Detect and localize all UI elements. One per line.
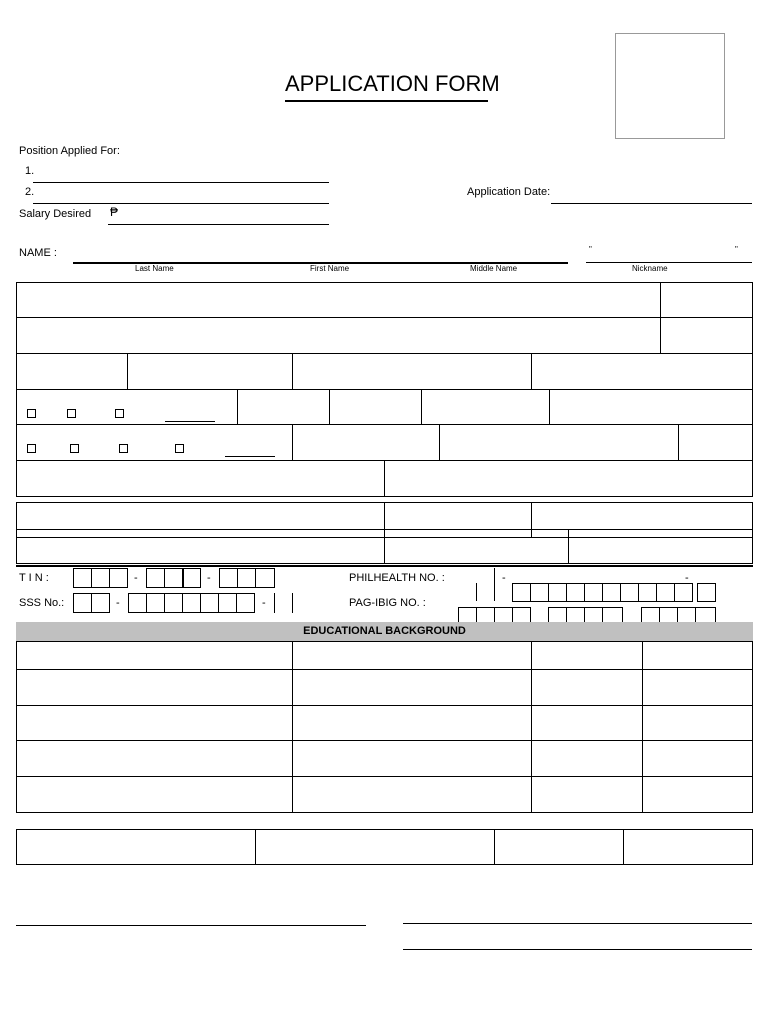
middle-name-caption: Middle Name: [470, 264, 518, 273]
sss-digit-divider[interactable]: [292, 593, 293, 613]
tin-label: T I N :: [19, 572, 49, 584]
grid-col-divider: [292, 641, 293, 813]
tin-digit-box[interactable]: [219, 568, 238, 588]
checkbox[interactable]: [175, 444, 184, 453]
tin-digit-box[interactable]: [109, 568, 128, 588]
grid-col-divider: [642, 641, 643, 813]
grid-divider: [16, 424, 753, 425]
grid-col-divider: [531, 502, 532, 537]
pagibig-digit-box[interactable]: [659, 607, 678, 622]
position-item-1-label: 1.: [25, 165, 35, 177]
philhealth-digit-box[interactable]: [584, 583, 603, 602]
name-label: NAME :: [19, 247, 57, 259]
grid-col-divider: [127, 353, 128, 389]
philhealth-digit-box[interactable]: [566, 583, 585, 602]
grid-col-divider: [439, 424, 440, 460]
sss-digit-box[interactable]: [218, 593, 237, 613]
pagibig-digit-box[interactable]: [458, 607, 477, 622]
position-item-2-label: 2.: [25, 186, 35, 198]
sss-digit-box[interactable]: [164, 593, 183, 613]
grid-col-divider: [292, 424, 293, 460]
application-date-label: Application Date:: [467, 186, 551, 198]
position-1-field[interactable]: [33, 182, 329, 183]
sss-digit-box[interactable]: [182, 593, 201, 613]
pagibig-digit-box[interactable]: [584, 607, 603, 622]
grid-col-divider: [568, 529, 569, 564]
sss-digit-box[interactable]: [146, 593, 165, 613]
grid-col-divider: [255, 829, 256, 865]
philhealth-digit-box[interactable]: [602, 583, 621, 602]
grid-col-divider: [531, 641, 532, 813]
pagibig-digit-box[interactable]: [494, 607, 513, 622]
tin-digit-box[interactable]: [73, 568, 92, 588]
pagibig-label: PAG-IBIG NO. :: [349, 597, 426, 609]
checkbox[interactable]: [70, 444, 79, 453]
pagibig-digit-box[interactable]: [602, 607, 623, 622]
sss-digit-box[interactable]: [128, 593, 147, 613]
tin-digit-box[interactable]: [91, 568, 110, 588]
sss-label: SSS No.:: [19, 597, 65, 609]
signature-line[interactable]: [403, 923, 752, 924]
checkbox[interactable]: [115, 409, 124, 418]
tin-dash: -: [134, 572, 138, 584]
grid-col-divider: [384, 460, 385, 497]
sss-digit-box[interactable]: [236, 593, 255, 613]
education-heading: EDUCATIONAL BACKGROUND: [303, 625, 466, 637]
pagibig-digit-box[interactable]: [641, 607, 660, 622]
application-date-field[interactable]: [551, 203, 752, 204]
tin-digit-box[interactable]: [146, 568, 165, 588]
peso-sign: ₱: [110, 205, 119, 219]
tin-dash: -: [207, 572, 211, 584]
philhealth-dash: -: [685, 572, 689, 584]
pagibig-digit-box[interactable]: [548, 607, 567, 622]
philhealth-label: PHILHEALTH NO. :: [349, 572, 445, 584]
first-name-caption: First Name: [310, 264, 350, 273]
nickname-quote-close: ": [735, 245, 738, 254]
philhealth-dash: -: [502, 572, 506, 584]
philhealth-digit-box[interactable]: [512, 583, 531, 602]
grid-col-divider: [292, 353, 293, 389]
page-title: APPLICATION FORM: [285, 71, 500, 96]
philhealth-digit-box[interactable]: [697, 583, 716, 602]
nickname-quote-open: ": [589, 245, 592, 254]
tin-digit-box[interactable]: [182, 568, 201, 588]
sss-digit-box[interactable]: [91, 593, 110, 613]
sss-dash: -: [116, 597, 120, 609]
sss-digit-box[interactable]: [73, 593, 92, 613]
philhealth-divider[interactable]: [494, 568, 495, 584]
sss-digit-divider[interactable]: [274, 593, 275, 613]
philhealth-digit-box[interactable]: [530, 583, 549, 602]
grid-col-divider: [660, 282, 661, 353]
philhealth-digit-box[interactable]: [674, 583, 693, 602]
nickname-field[interactable]: [586, 262, 752, 263]
grid-col-divider: [494, 829, 495, 865]
position-label: Position Applied For:: [19, 145, 120, 157]
title-underline: [285, 100, 488, 102]
tin-digit-box[interactable]: [237, 568, 256, 588]
pagibig-digit-box[interactable]: [677, 607, 696, 622]
sss-dash: -: [262, 597, 266, 609]
date-line[interactable]: [403, 949, 752, 950]
pagibig-digit-box[interactable]: [476, 607, 495, 622]
grid-col-divider: [384, 502, 385, 564]
salary-label: Salary Desired: [19, 208, 92, 220]
grid-col-divider: [678, 424, 679, 460]
signature-line[interactable]: [16, 925, 366, 926]
philhealth-divider[interactable]: [476, 583, 477, 601]
tin-digit-box[interactable]: [255, 568, 275, 588]
other-field[interactable]: [225, 456, 275, 457]
checkbox[interactable]: [67, 409, 76, 418]
grid-col-divider: [237, 389, 238, 424]
sss-digit-box[interactable]: [200, 593, 219, 613]
grid-bottom-rule: [16, 565, 753, 567]
tin-digit-box[interactable]: [164, 568, 183, 588]
philhealth-digit-box[interactable]: [620, 583, 639, 602]
last-name-caption: Last Name: [135, 264, 174, 273]
grid-col-divider: [549, 389, 550, 424]
photo-box[interactable]: [615, 33, 725, 139]
grid-divider: [16, 317, 753, 318]
philhealth-divider[interactable]: [494, 583, 495, 601]
philhealth-digit-box[interactable]: [656, 583, 675, 602]
nickname-caption: Nickname: [632, 264, 668, 273]
reference-grid: [16, 829, 753, 865]
salary-field[interactable]: [108, 224, 329, 225]
other-field[interactable]: [165, 421, 215, 422]
philhealth-digit-box[interactable]: [548, 583, 567, 602]
grid-col-divider: [329, 389, 330, 424]
philhealth-digit-box[interactable]: [638, 583, 657, 602]
checkbox[interactable]: [27, 409, 36, 418]
position-2-field[interactable]: [33, 203, 329, 204]
checkbox[interactable]: [119, 444, 128, 453]
grid-col-divider: [421, 389, 422, 424]
pagibig-digit-box[interactable]: [695, 607, 716, 622]
grid-col-divider: [623, 829, 624, 865]
grid-divider: [16, 389, 753, 390]
pagibig-digit-box[interactable]: [512, 607, 531, 622]
checkbox[interactable]: [27, 444, 36, 453]
pagibig-digit-box[interactable]: [566, 607, 585, 622]
grid-col-divider: [531, 353, 532, 389]
